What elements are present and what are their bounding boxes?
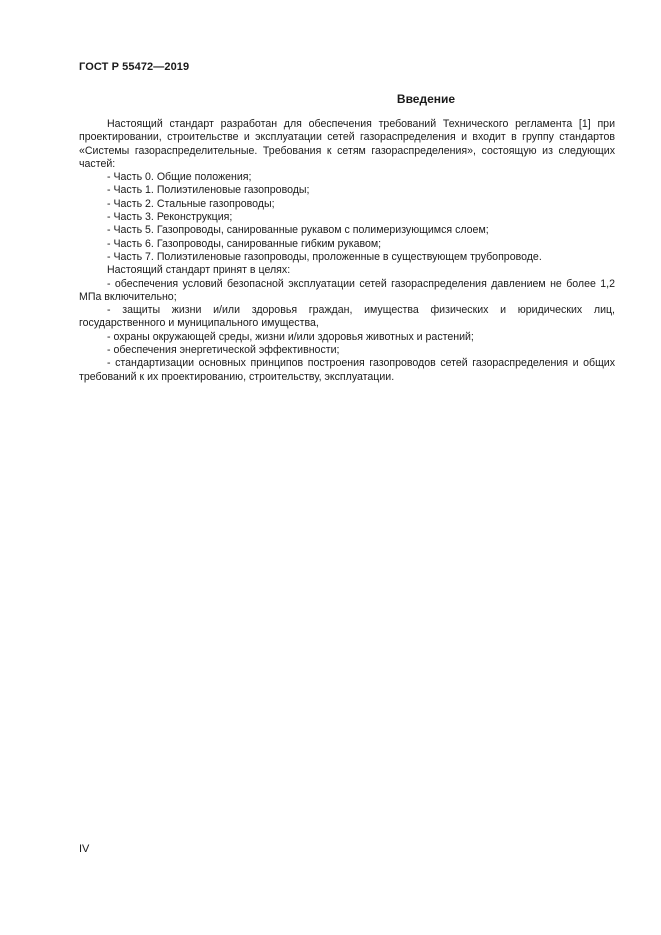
purpose-lead: Настоящий стандарт принят в целях: xyxy=(107,264,291,277)
purpose-item-environment: - охраны окружающей среды, жизни и/или здоровья животных и растений; xyxy=(107,330,474,343)
document-body xyxy=(79,118,615,384)
purpose-item-safety: - обеспечения условий безопасной эксплуатации сетей газораспределения давлением не более 1,2 МПа включительно; xyxy=(79,277,615,303)
intro-paragraph: Настоящий стандарт разработан для обеспечения требований Технического регламента [1] при проектировании, строительстве и эксплуатации сетей газораспределения и входит в группу стандартов «Системы газораспределительные. Требования к сетям газораспределения», состоящую из следующих частей: xyxy=(79,118,615,170)
purpose-item-protection: - защиты жизни и/или здоровья граждан, имущества физических и юридических лиц, государственного и муниципального имущества, xyxy=(79,304,615,330)
list-item-part-1: - Часть 1. Полиэтиленовые газопроводы; xyxy=(107,184,310,197)
purpose-item-standardization: - стандартизации основных принципов построения газопроводов сетей газораспределения и общих требований к их проектированию, строительству, эксплуатации. xyxy=(79,357,615,383)
list-item-part-5: - Часть 5. Газопроводы, санированные рукавом с полимеризующимся слоем; xyxy=(107,224,489,237)
list-item-part-6: - Часть 6. Газопроводы, санированные гибким рукавом; xyxy=(107,237,382,250)
list-item-part-7: - Часть 7. Полиэтиленовые газопроводы, проложенные в существующем трубопроводе. xyxy=(107,250,542,263)
list-item-part-0: - Часть 0. Общие положения; xyxy=(107,171,252,184)
section-title: Введение xyxy=(396,92,456,106)
list-item-part-2: - Часть 2. Стальные газопроводы; xyxy=(107,197,275,210)
purpose-item-energy: - обеспечения энергетической эффективности; xyxy=(107,344,340,357)
list-item-part-3: - Часть 3. Реконструкция; xyxy=(107,211,233,224)
page-number: IV xyxy=(79,843,90,855)
document-header: ГОСТ Р 55472—2019 xyxy=(79,61,190,73)
